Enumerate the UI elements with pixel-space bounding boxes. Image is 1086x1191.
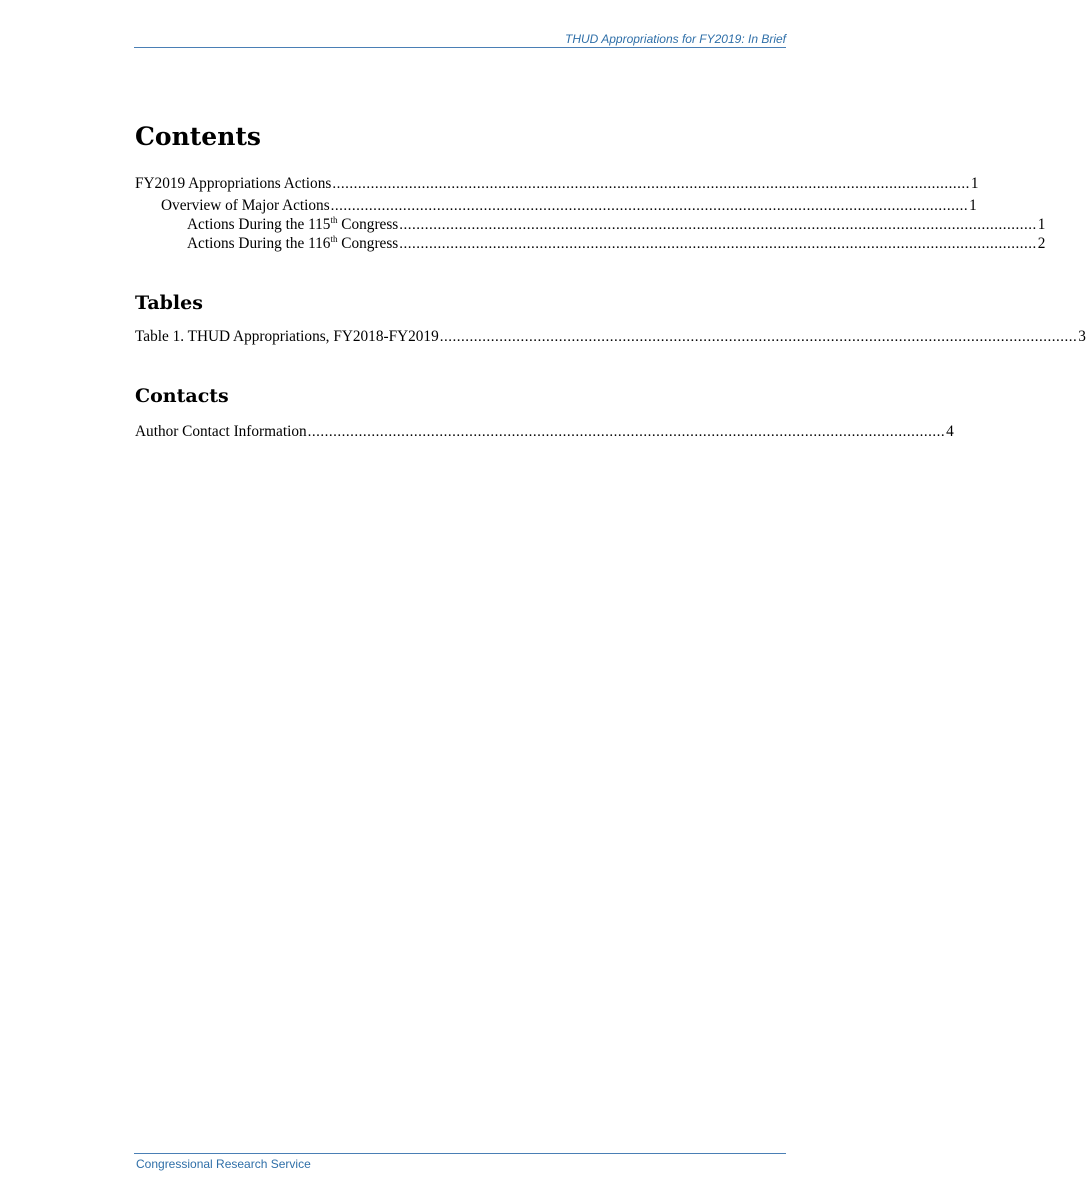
footer-organization: Congressional Research Service — [136, 1157, 311, 1171]
contents-heading: Contents — [135, 122, 262, 151]
toc-page-number: 1 — [969, 197, 977, 214]
toc-leader-dots: ...................................................................................................................................................... — [330, 198, 969, 214]
toc-entry-actions-115th[interactable] — [187, 214, 1046, 235]
toc-entry-label: Actions During the 115th Congress — [187, 214, 399, 233]
toc-leader-dots: ...................................................................................................................................................... — [399, 236, 1037, 252]
toc-page-number: 1 — [1037, 216, 1046, 233]
toc-leader-dots: ...................................................................................................................................................... — [399, 217, 1037, 233]
contacts-heading: Contacts — [135, 385, 229, 407]
page-footer — [134, 1153, 786, 1171]
running-title: THUD Appropriations for FY2019: In Brief — [565, 32, 786, 46]
toc-page-number: 3 — [1078, 328, 1086, 345]
toc-entry-actions-116th[interactable] — [187, 233, 1046, 254]
toc-page-number: 2 — [1037, 235, 1046, 252]
toc-entry-label: Overview of Major Actions — [161, 197, 330, 214]
tables-heading: Tables — [135, 292, 203, 314]
toc-leader-dots: ...................................................................................................................................................... — [307, 424, 946, 440]
toc-entry-overview-major-actions[interactable] — [161, 196, 977, 216]
toc-entry-label: Author Contact Information — [135, 423, 307, 440]
toc-page-number: 4 — [946, 423, 954, 440]
toc-entry-author-contact[interactable] — [135, 422, 954, 442]
toc-entry-label: Actions During the 116th Congress — [187, 233, 399, 252]
running-header — [134, 30, 786, 48]
toc-page-number: 1 — [970, 175, 979, 192]
toc-leader-dots: ...................................................................................................................................................... — [332, 176, 970, 192]
toc-leader-dots: ...................................................................................................................................................... — [439, 329, 1078, 345]
toc-entry-label: Table 1. THUD Appropriations, FY2018-FY2019 — [135, 328, 439, 345]
toc-entry-table-1[interactable] — [135, 327, 1086, 347]
toc-entry-fy2019-actions[interactable] — [135, 174, 979, 194]
toc-entry-label: FY2019 Appropriations Actions — [135, 175, 332, 192]
